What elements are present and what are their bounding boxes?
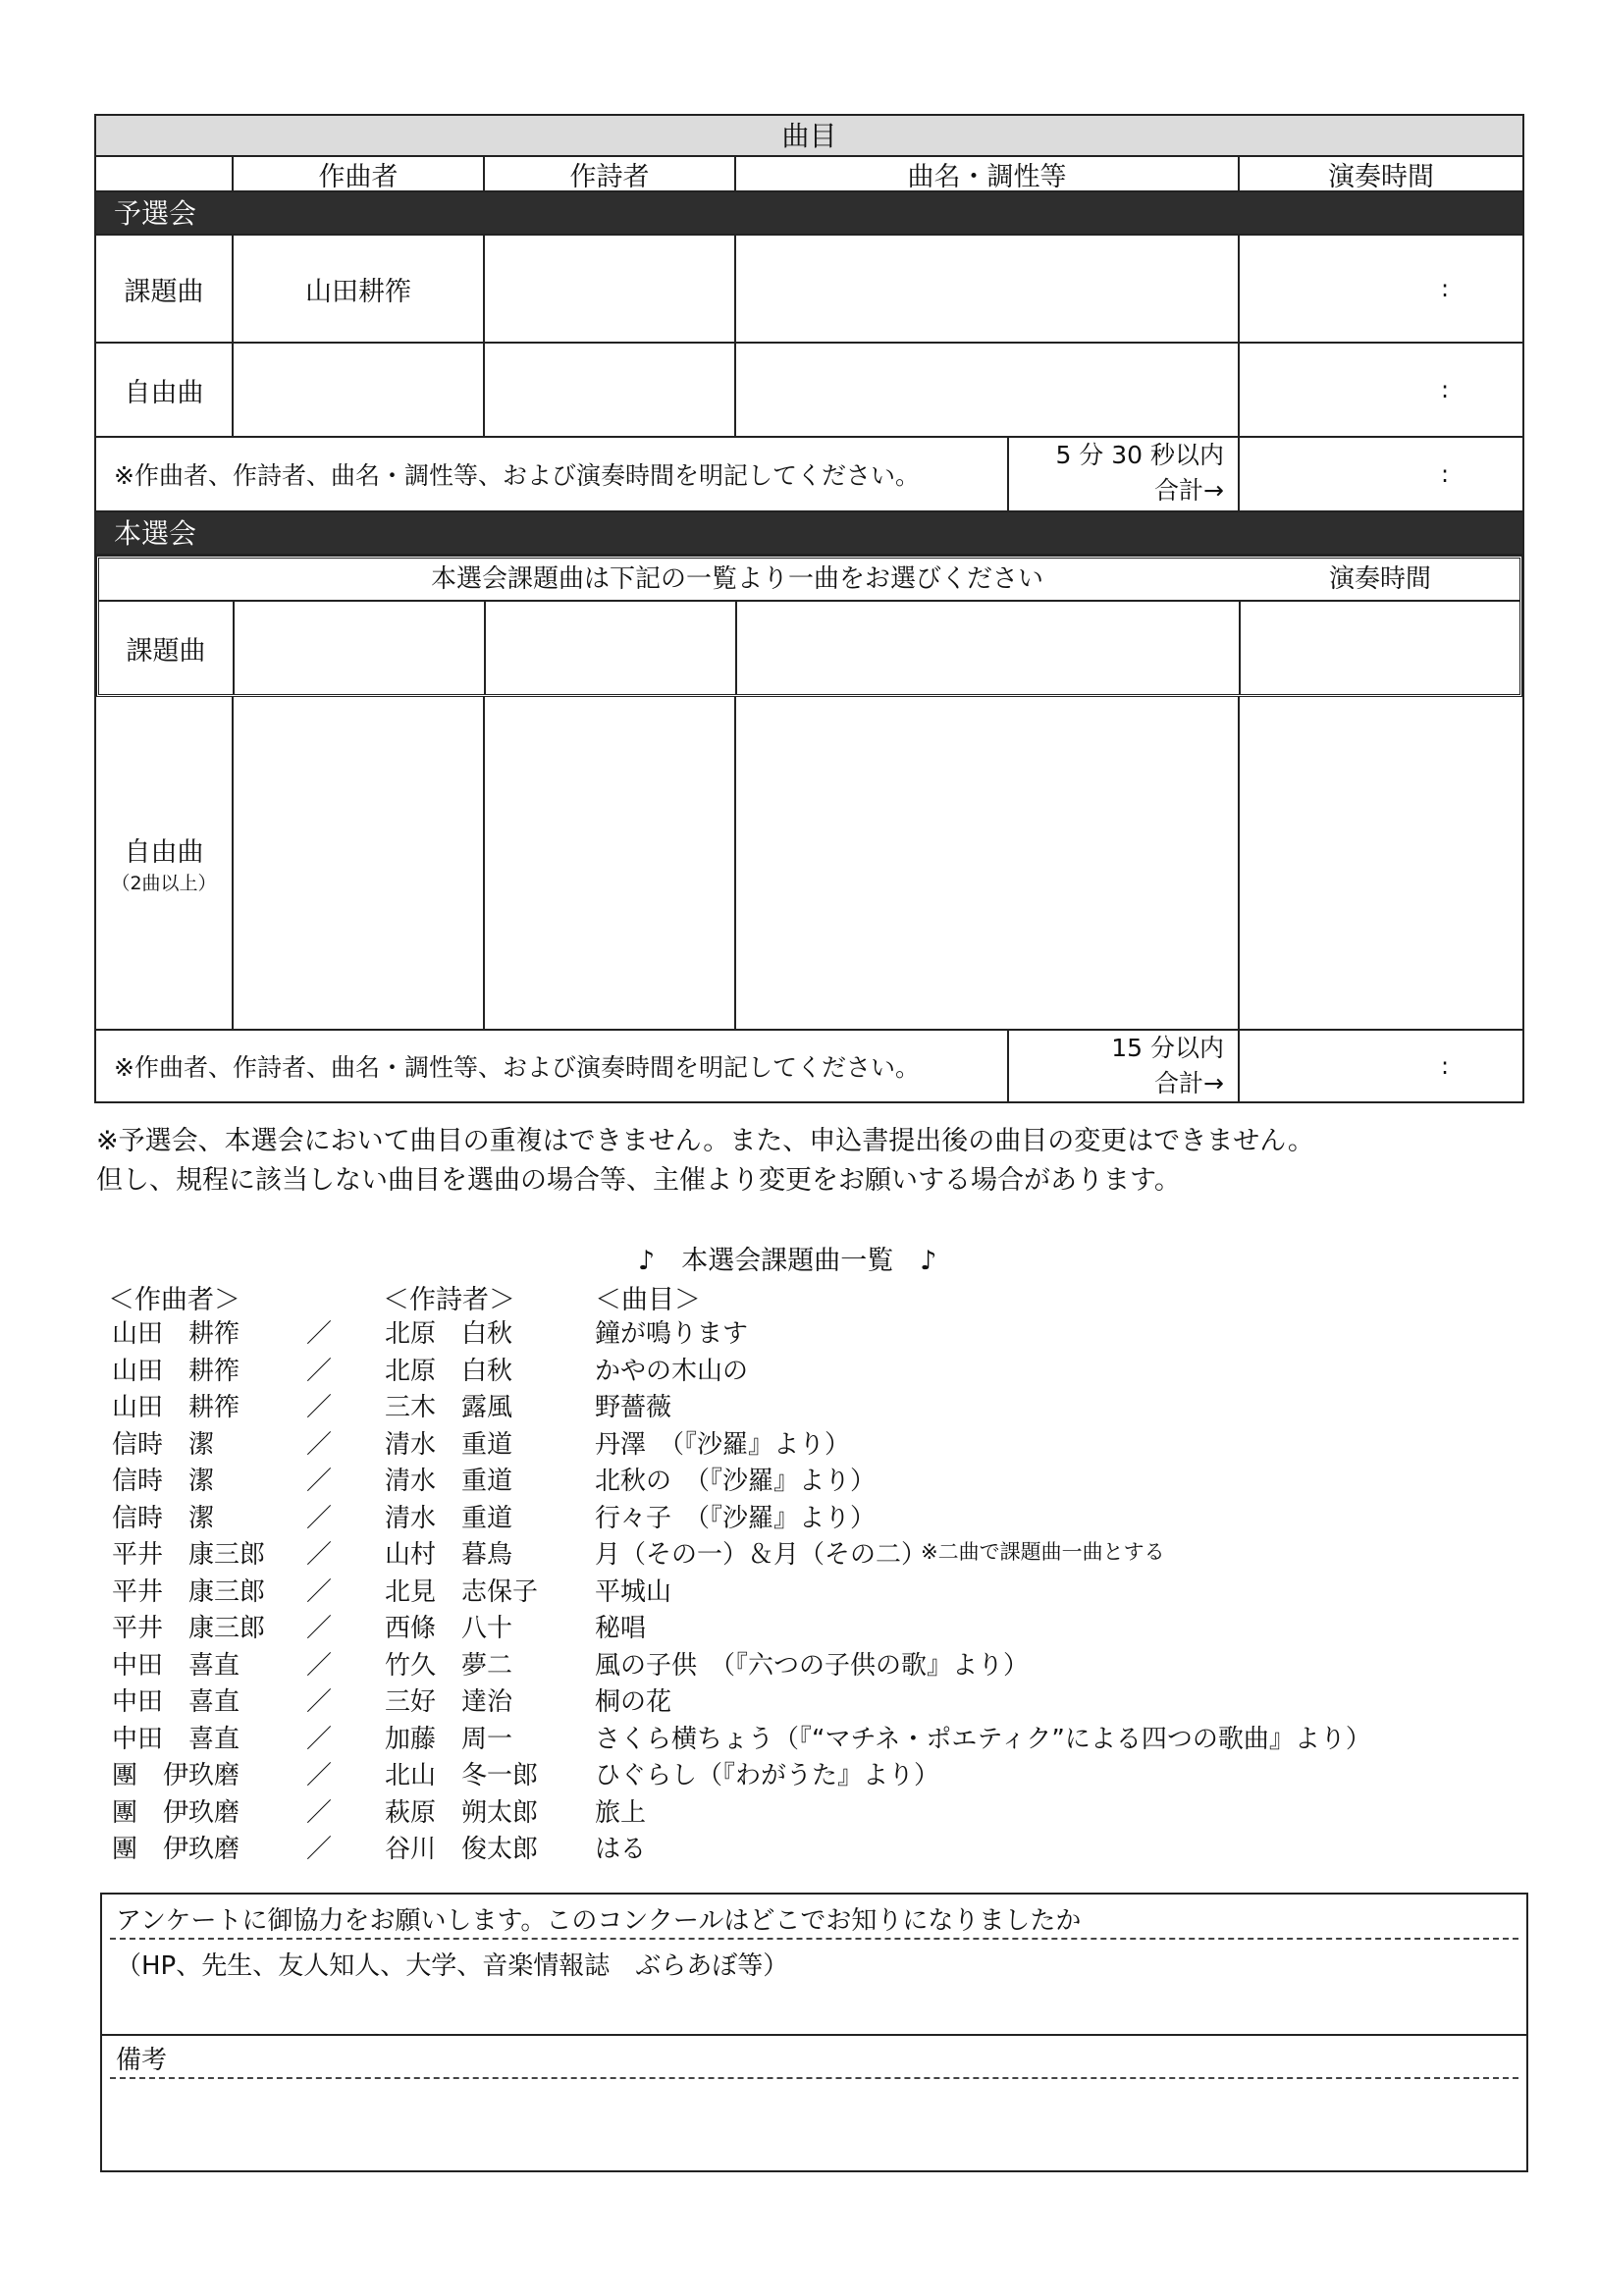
header-composer: 作曲者 (232, 157, 483, 190)
list-item-poet: 山村 暮鳥 (385, 1540, 513, 1570)
list-item-composer: 團 伊玖磨 (112, 1761, 240, 1790)
final-band: 本選会 (96, 512, 1522, 556)
list-item-composer: 信時 潔 (112, 1504, 215, 1533)
prelim-set-title-field[interactable] (734, 236, 1238, 342)
list-item-poet: 竹久 夢二 (385, 1651, 513, 1681)
header-time: 演奏時間 (1238, 157, 1522, 190)
survey-divider (110, 1938, 1518, 1940)
remarks-label: 備考 (116, 2046, 168, 2075)
header-title: 曲名・調性等 (734, 157, 1238, 190)
prelim-free-time-field[interactable]: : (1238, 344, 1522, 436)
final-total-label: 合計→ (1154, 1069, 1224, 1097)
list-item-poet: 西條 八十 (385, 1614, 513, 1643)
prelim-set-poet-field[interactable] (483, 236, 734, 342)
list-item-poet: 清水 重道 (385, 1467, 513, 1496)
list-item-composer: 平井 康三郎 (112, 1577, 266, 1607)
final-free-composer-field[interactable] (232, 697, 483, 1029)
list-item-slash: ／ (306, 1761, 333, 1790)
column-headers (96, 157, 1522, 192)
final-limit-text: 15 分以内 (1111, 1034, 1224, 1062)
final-set-poet-field[interactable] (484, 602, 735, 694)
list-item-slash: ／ (306, 1393, 333, 1422)
list-title: ♪ 本選会課題曲一覧 ♪ (638, 1246, 937, 1276)
list-item-composer: 信時 潔 (112, 1430, 215, 1460)
prelim-set-time-field[interactable]: : (1238, 236, 1522, 342)
list-item-composer: 中田 喜直 (112, 1687, 240, 1717)
list-item-poet: 加藤 周一 (385, 1725, 513, 1754)
list-item-title: 平城山 (595, 1577, 672, 1607)
final-total-row (96, 1031, 1522, 1101)
final-free-piece-sub: （2曲以上） (111, 873, 217, 894)
prelim-free-piece-row (96, 344, 1522, 438)
list-item-slash: ／ (306, 1577, 333, 1607)
list-item-slash: ／ (306, 1651, 333, 1681)
list-item-poet: 北原 白秋 (385, 1357, 513, 1386)
list-item-composer: 團 伊玖磨 (112, 1835, 240, 1864)
list-item-slash: ／ (306, 1357, 333, 1386)
notice-line-2: 但し、規程に該当しない曲目を選曲の場合等、主催より変更をお願いする場合があります。 (96, 1165, 1181, 1196)
list-item-poet: 清水 重道 (385, 1430, 513, 1460)
prelim-total-time-field[interactable]: : (1238, 438, 1522, 510)
list-item-slash: ／ (306, 1687, 333, 1717)
prelim-set-composer-field[interactable]: 山田耕筰 (232, 236, 483, 342)
list-item-slash: ／ (306, 1614, 333, 1643)
survey-box (100, 1893, 1528, 2172)
final-free-title-field[interactable] (734, 697, 1238, 1029)
list-header-title: ＜曲目＞ (595, 1285, 701, 1315)
list-item-composer: 信時 潔 (112, 1467, 215, 1496)
list-header-poet: ＜作詩者＞ (383, 1285, 515, 1315)
final-set-piece-box (96, 556, 1522, 697)
list-item-title: さくら横ちょう（『“マチネ・ポエティク”による四つの歌曲』より） (595, 1725, 1371, 1754)
final-set-title-field[interactable] (735, 602, 1239, 694)
prelim-free-composer-field[interactable] (232, 344, 483, 436)
list-item-slash: ／ (306, 1430, 333, 1460)
remarks-divider (110, 2077, 1518, 2079)
prelim-total-label: 合計→ (1154, 476, 1224, 505)
prelim-band: 予選会 (96, 192, 1522, 236)
list-item-slash: ／ (306, 1540, 333, 1570)
final-note: ※作曲者、作詩者、曲名・調性等、および演奏時間を明記してください。 (114, 1053, 920, 1082)
final-free-piece-label: 自由曲 (124, 837, 204, 868)
prelim-limit-text: 5 分 30 秒以内 (1055, 441, 1224, 469)
prelim-set-piece-row (96, 236, 1522, 344)
final-free-piece-row (96, 697, 1522, 1031)
survey-question: アンケートに御協力をお願いします。このコンクールはどこでお知りになりましたか (116, 1906, 1082, 1936)
final-set-time-field[interactable] (1239, 602, 1521, 694)
list-item-slash: ／ (306, 1467, 333, 1496)
header-blank (96, 157, 232, 190)
final-time-header: 演奏時間 (1328, 564, 1431, 594)
list-item-slash: ／ (306, 1725, 333, 1754)
table-title: 曲目 (96, 116, 1522, 157)
list-item-composer: 中田 喜直 (112, 1651, 240, 1681)
list-item-composer: 山田 耕筰 (112, 1393, 240, 1422)
final-total-time-field[interactable]: : (1238, 1031, 1522, 1101)
prelim-free-piece-label: 自由曲 (124, 377, 204, 408)
prelim-free-poet-field[interactable] (483, 344, 734, 436)
list-item-poet: 北見 志保子 (385, 1577, 539, 1607)
prelim-total-row (96, 438, 1522, 512)
list-item-composer: 團 伊玖磨 (112, 1798, 240, 1828)
list-item-poet: 北原 白秋 (385, 1319, 513, 1349)
notice-line-1: ※予選会、本選会において曲目の重複はできません。また、申込書提出後の曲目の変更はできません。 (96, 1126, 1314, 1156)
prelim-set-piece-label: 課題曲 (124, 276, 204, 307)
list-item-slash: ／ (306, 1835, 333, 1864)
list-item-title: 秘唱 (595, 1614, 647, 1643)
remarks-top-rule (102, 2034, 1526, 2036)
list-header-composer: ＜作曲者＞ (108, 1285, 240, 1315)
survey-answer-field[interactable] (110, 1991, 1518, 2061)
list-item-poet: 谷川 俊太郎 (385, 1835, 539, 1864)
final-free-piece-label-cell (96, 697, 232, 1029)
list-item-composer: 中田 喜直 (112, 1725, 240, 1754)
list-item-composer: 山田 耕筰 (112, 1357, 240, 1386)
list-item-title: 鐘が鳴ります (595, 1319, 749, 1349)
list-item-slash: ／ (306, 1319, 333, 1349)
list-item-title: 行々子 （『沙羅』より） (595, 1504, 877, 1533)
final-choose-text: 本選会課題曲は下記の一覧より一曲をお選びください (430, 564, 1043, 594)
list-item-title: 風の子供 （『六つの子供の歌』より） (595, 1651, 1030, 1681)
final-free-time-field[interactable] (1238, 697, 1522, 1029)
list-item-composer: 山田 耕筰 (112, 1319, 240, 1349)
final-set-piece-row (99, 602, 1519, 694)
final-free-poet-field[interactable] (483, 697, 734, 1029)
list-item-title: 野薔薇 (595, 1393, 672, 1422)
list-item-note: ※二曲で課題曲一曲とする (921, 1540, 1165, 1564)
prelim-free-title-field[interactable] (734, 344, 1238, 436)
list-item-title: 桐の花 (595, 1687, 672, 1717)
header-poet: 作詩者 (483, 157, 734, 190)
final-set-piece-label: 課題曲 (126, 635, 206, 667)
remarks-field[interactable] (110, 2083, 1518, 2164)
list-item-poet: 萩原 朔太郎 (385, 1798, 539, 1828)
list-item-poet: 北山 冬一郎 (385, 1761, 539, 1790)
list-item-title: 月（その一）＆月（その二） (595, 1540, 928, 1570)
final-set-composer-field[interactable] (233, 602, 484, 694)
prelim-limit (1007, 438, 1238, 510)
final-choose-header (99, 559, 1519, 602)
list-item-title: 丹澤 （『沙羅』より） (595, 1430, 851, 1460)
list-item-slash: ／ (306, 1504, 333, 1533)
list-item-title: かやの木山の (595, 1357, 749, 1386)
list-item-poet: 三木 露風 (385, 1393, 513, 1422)
list-item-title: 北秋の （『沙羅』より） (595, 1467, 877, 1496)
repertoire-table (94, 114, 1524, 1103)
final-limit (1007, 1031, 1238, 1101)
list-item-composer: 平井 康三郎 (112, 1540, 266, 1570)
list-item-composer: 平井 康三郎 (112, 1614, 266, 1643)
list-item-title: はる (595, 1835, 647, 1864)
list-item-title: ひぐらし（『わがうた』より） (595, 1761, 940, 1790)
list-item-poet: 清水 重道 (385, 1504, 513, 1533)
prelim-note: ※作曲者、作詩者、曲名・調性等、および演奏時間を明記してください。 (114, 461, 920, 490)
list-item-poet: 三好 達治 (385, 1687, 513, 1717)
list-item-title: 旅上 (595, 1798, 647, 1828)
survey-hint: （HP、先生、友人知人、大学、音楽情報誌 ぶらあぼ等） (116, 1951, 789, 1981)
list-item-slash: ／ (306, 1798, 333, 1828)
